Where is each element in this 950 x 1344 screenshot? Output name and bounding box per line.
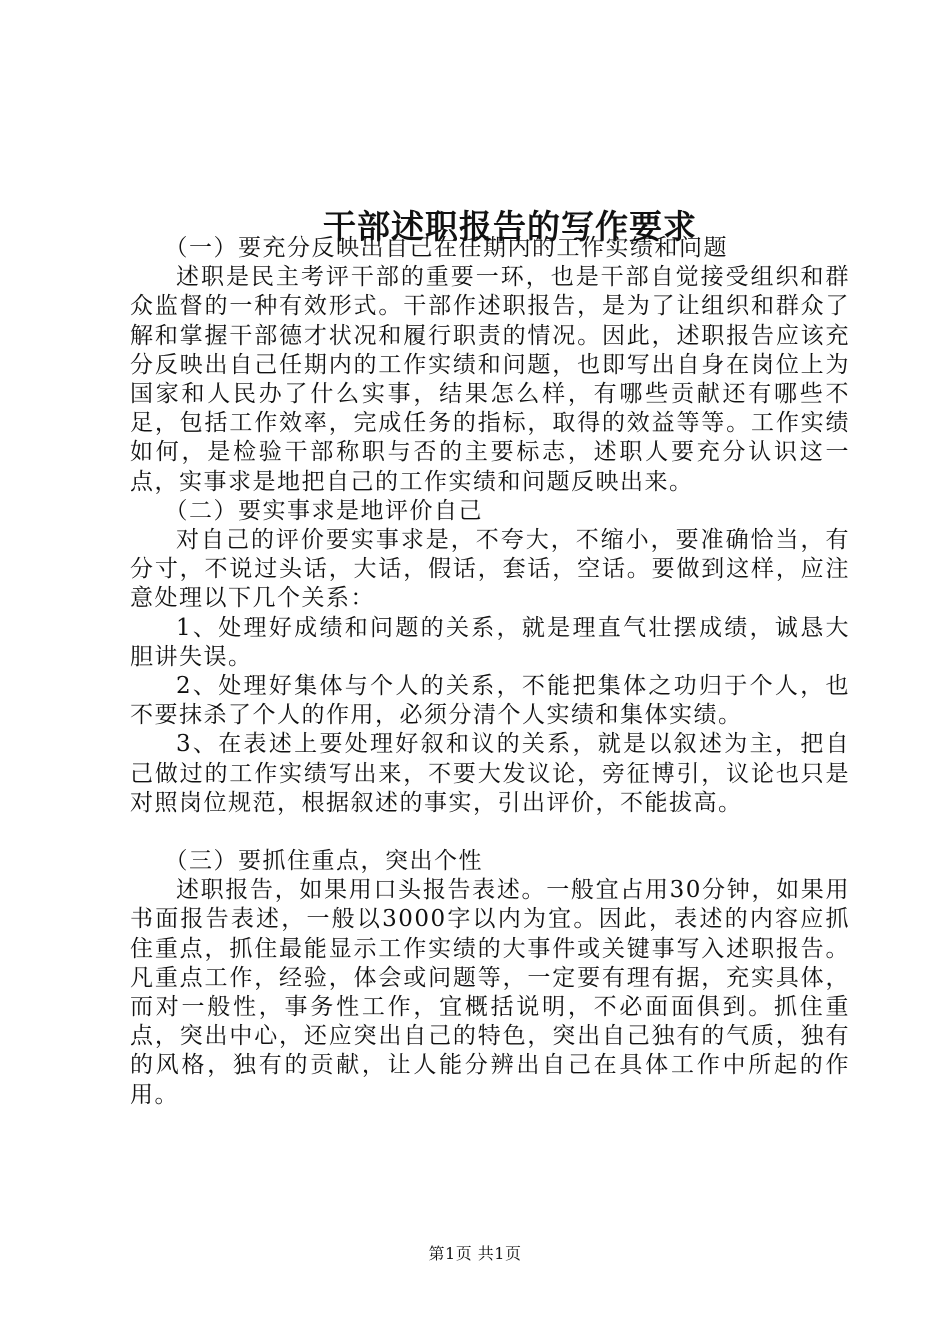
document-title: 干部述职报告的写作要求 — [323, 207, 697, 247]
document-body — [130, 234, 850, 1110]
section-heading-1: （一）要充分反映出自己在任期内的工作实绩和问题 — [164, 235, 728, 261]
list-item-3: 3、在表述上要处理好叙和议的关系，就是以叙述为主，把自己做过的工作实绩写出来，不要大发议论，旁征博引，议论也只是对照岗位规范，根据叙述的事实，引出评价，不能拔高。 — [130, 731, 850, 816]
section-heading-2: （二）要实事求是地评价自己 — [164, 497, 483, 524]
body-paragraph-3: 述职报告，如果用口头报告表述。一般宜占用30分钟，如果用书面报告表述，一般以3000字以内为宜。因此，表述的内容应抓住重点，抓住最能显示工作实绩的大事件或关键事写入述职报告。凡重点工作，经验，体会或问题等，一定要有理有据，充实具体，而对一般性，事务性工作，宜概括说明，不必面面俱到。抓住重点，突出中心，还应突出自己的特色，突出自己独有的气质，独有的风格，独有的贡献，让人能分辨出自己在具体工作中所起的作用。 — [130, 877, 850, 1108]
list-item-2: 2、处理好集体与个人的关系，不能把集体之功归于个人，也不要抹杀了个人的作用，必须分清个人实绩和集体实绩。 — [130, 673, 850, 729]
page-footer: 第1页 共1页 — [428, 1244, 522, 1263]
list-item-1: 1、处理好成绩和问题的关系，就是理直气壮摆成绩，诚恳大胆讲失误。 — [130, 614, 850, 670]
body-paragraph-1: 述职是民主考评干部的重要一环，也是干部自觉接受组织和群众监督的一种有效形式。干部作述职报告，是为了让组织和群众了解和掌握干部德才状况和履行职责的情况。因此，述职报告应该充分反映出自己任期内的工作实绩和问题，也即写出自身在岗位上为国家和人民办了什么实事，结果怎么样，有哪些贡献还有哪些不足，包括工作效率，完成任务的指标，取得的效益等等。工作实绩如何，是检验干部称职与否的主要标志，述职人要充分认识这一点，实事求是地把自己的工作实绩和问题反映出来。 — [130, 264, 850, 495]
body-paragraph-2: 对自己的评价要实事求是，不夸大，不缩小，要准确恰当，有分寸，不说过头话，大话，假话，套话，空话。要做到这样，应注意处理以下几个关系： — [130, 527, 850, 612]
section-heading-3: （三）要抓住重点，突出个性 — [164, 848, 483, 875]
